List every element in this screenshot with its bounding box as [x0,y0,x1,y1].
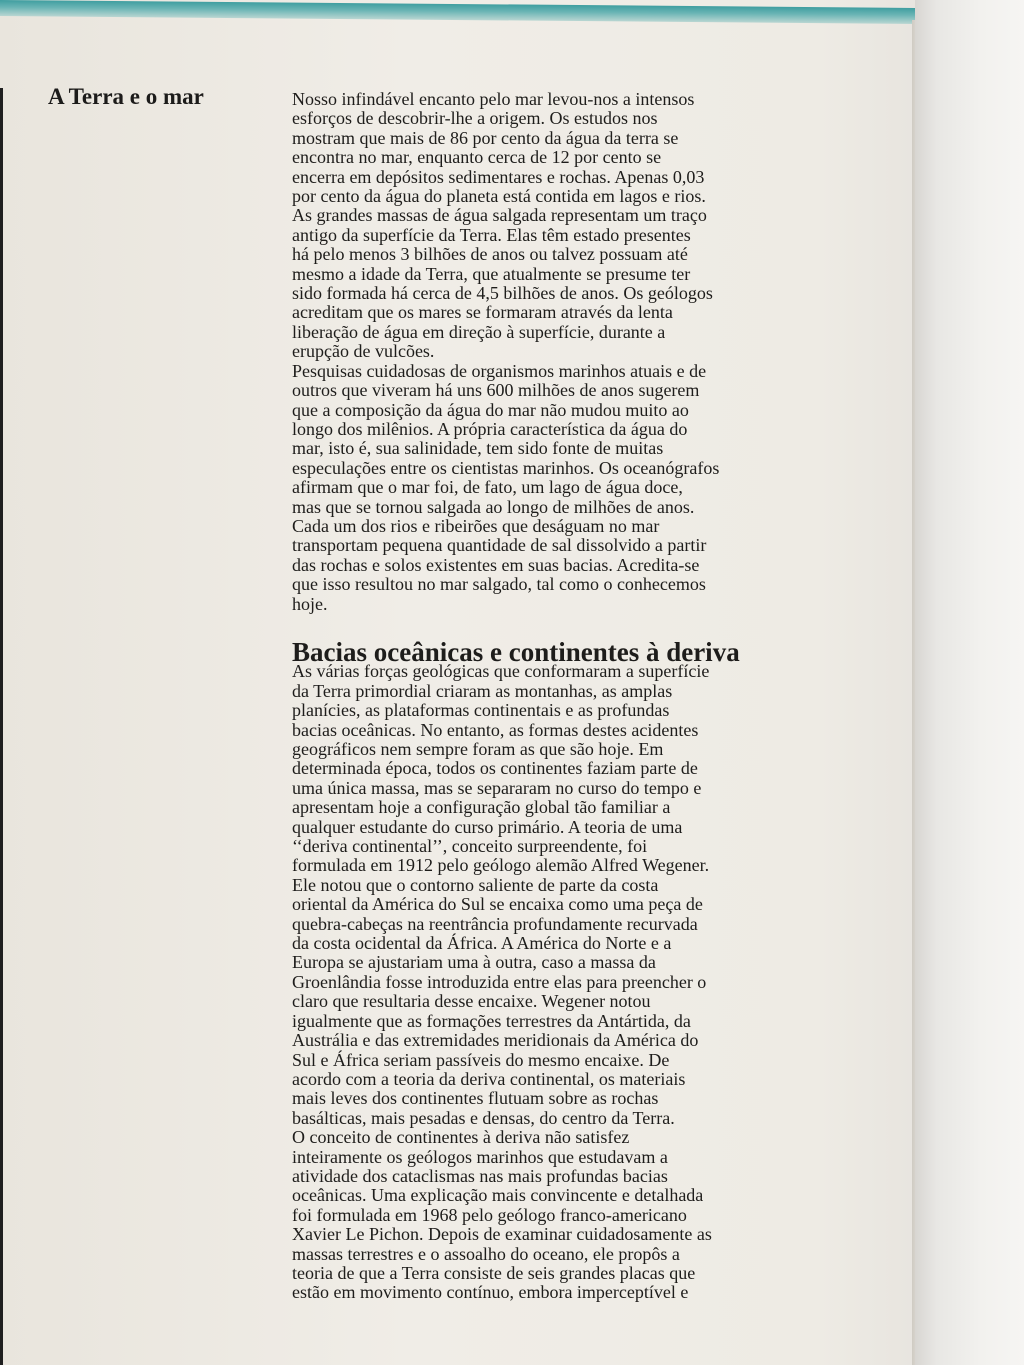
paragraph [292,662,832,1128]
text-line: formulada em 1912 pelo geólogo alemão Alfred Wegener. [292,855,710,876]
text-line: erupção de vulcões. [292,341,435,362]
text-line: que a composição da água do mar não mudou muito ao [292,399,689,420]
text-line: especulações entre os cientistas marinhos. Os oceanógrafos [292,457,720,478]
text-line: As grandes massas de água salgada representam um traço [292,205,707,226]
text-line: O conceito de continentes à deriva não satisfez [292,1127,630,1148]
body-text [292,90,832,1303]
text-line: da Terra primordial criaram as montanhas, as amplas [292,680,673,701]
paragraph [292,90,832,362]
text-line: Austrália e das extremidades meridionais da América do [292,1030,699,1051]
text-line: qualquer estudante do curso primário. A teoria de uma [292,816,683,837]
text-line: apresentam hoje a configuração global tão familiar a [292,797,671,818]
text-line: As várias forças geológicas que conformaram a superfície [292,661,710,682]
text-line: atividade dos cataclismas nas mais profundas bacias [292,1165,668,1186]
text-line: mar, isto é, sua salinidade, tem sido fonte de muitas [292,438,664,459]
left-page-border [0,88,3,1365]
text-line: oceânicas. Uma explicação mais convincente e detalhada [292,1185,704,1206]
text-line: foi formulada em 1968 pelo geólogo franco-americano [292,1204,687,1225]
text-line: planícies, as plataformas continentais e as profundas [292,700,670,721]
text-line: Ele notou que o contorno saliente de parte da costa [292,874,659,895]
text-line: Xavier Le Pichon. Depois de examinar cuidadosamente as [292,1224,712,1245]
section-title: A Terra e o mar [48,84,204,109]
text-line: bacias oceânicas. No entanto, as formas destes acidentes [292,719,699,740]
text-line: Pesquisas cuidadosas de organismos marinhos atuais e de [292,360,707,381]
text-line: mesmo a idade da Terra, que atualmente se presume ter [292,263,691,284]
text-line: esforços de descobrir-lhe a origem. Os estudos nos [292,108,658,129]
text-line: acordo com a teoria da deriva continental, os materiais [292,1068,686,1089]
text-line: acreditam que os mares se formaram através da lenta [292,302,673,323]
text-line: Groenlândia fosse introduzida entre elas para preencher o [292,971,707,992]
text-line: transportam pequena quantidade de sal dissolvido a partir [292,535,707,556]
text-line: há pelo menos 3 bilhões de anos ou talvez possuam até [292,244,688,265]
paragraph [292,362,832,614]
text-line: antigo da superfície da Terra. Elas têm estado presentes [292,224,691,245]
text-line: Cada um dos rios e ribeirões que deságuam no mar [292,515,660,536]
text-line: quebra-cabeças na reentrância profundamente recurvada [292,913,698,934]
text-line: afirmam que o mar foi, de fato, um lago de água doce, [292,477,683,498]
text-line: encontra no mar, enquanto cerca de 12 por cento se [292,147,662,168]
text-line: uma única massa, mas se separaram no curso do tempo e [292,777,702,798]
text-line: estão em movimento contínuo, embora imperceptível e [292,1282,689,1303]
text-line: longo dos milênios. A própria característica da água do [292,418,688,439]
text-line: mais leves dos continentes flutuam sobre as rochas [292,1088,659,1109]
text-line: Europa se ajustariam uma à outra, caso a massa da [292,952,656,973]
text-line: ‘‘deriva continental’’, conceito surpreendente, foi [292,836,648,857]
text-line: que isso resultou no mar salgado, tal como o conhecemos [292,574,706,595]
text-line: inteiramente os geólogos marinhos que estudavam a [292,1146,668,1167]
text-line: basálticas, mais pesadas e densas, do centro da Terra. [292,1107,675,1128]
text-line: determinada época, todos os continentes faziam parte de [292,758,698,779]
text-line: Nosso infindável encanto pelo mar levou-nos a intensos [292,89,695,109]
book-cover-edge [0,0,915,24]
text-line: geográficos nem sempre foram as que são hoje. Em [292,739,664,759]
text-line: sido formada há cerca de 4,5 bilhões de anos. Os geólogos [292,283,713,304]
text-line: massas terrestres e o assoalho do oceano, ele propôs a [292,1243,680,1264]
text-line: mas que se tornou salgada ao longo de milhões de anos. [292,496,695,517]
drift-section [292,662,832,1302]
text-line: liberação de água em direção à superfície, durante a [292,321,666,342]
subheading: Bacias oceânicas e continentes à deriva [292,636,740,667]
text-line: teoria de que a Terra consiste de seis grandes placas que [292,1262,696,1283]
text-line: hoje. [292,593,328,614]
text-line: claro que resultaria desse encaixe. Wegener notou [292,991,651,1012]
text-line: mostram que mais de 86 por cento da água da terra se [292,127,679,148]
intro-section [292,90,832,614]
page-margin-shadow [915,0,1024,1365]
text-line: Sul e África seriam passíveis do mesmo encaixe. De [292,1049,670,1070]
text-line: oriental da América do Sul se encaixa como uma peça de [292,894,703,915]
text-line: da costa ocidental da África. A América do Norte e a [292,933,672,954]
text-line: igualmente que as formações terrestres da Antártida, da [292,1010,691,1031]
paragraph [292,1128,832,1303]
text-line: encerra em depósitos sedimentares e rochas. Apenas 0,03 [292,166,705,187]
text-line: das rochas e solos existentes em suas bacias. Acredita-se [292,554,700,575]
text-line: por cento da água do planeta está contida em lagos e rios. [292,186,706,207]
text-line: outros que viveram há uns 600 milhões de anos sugerem [292,380,700,401]
